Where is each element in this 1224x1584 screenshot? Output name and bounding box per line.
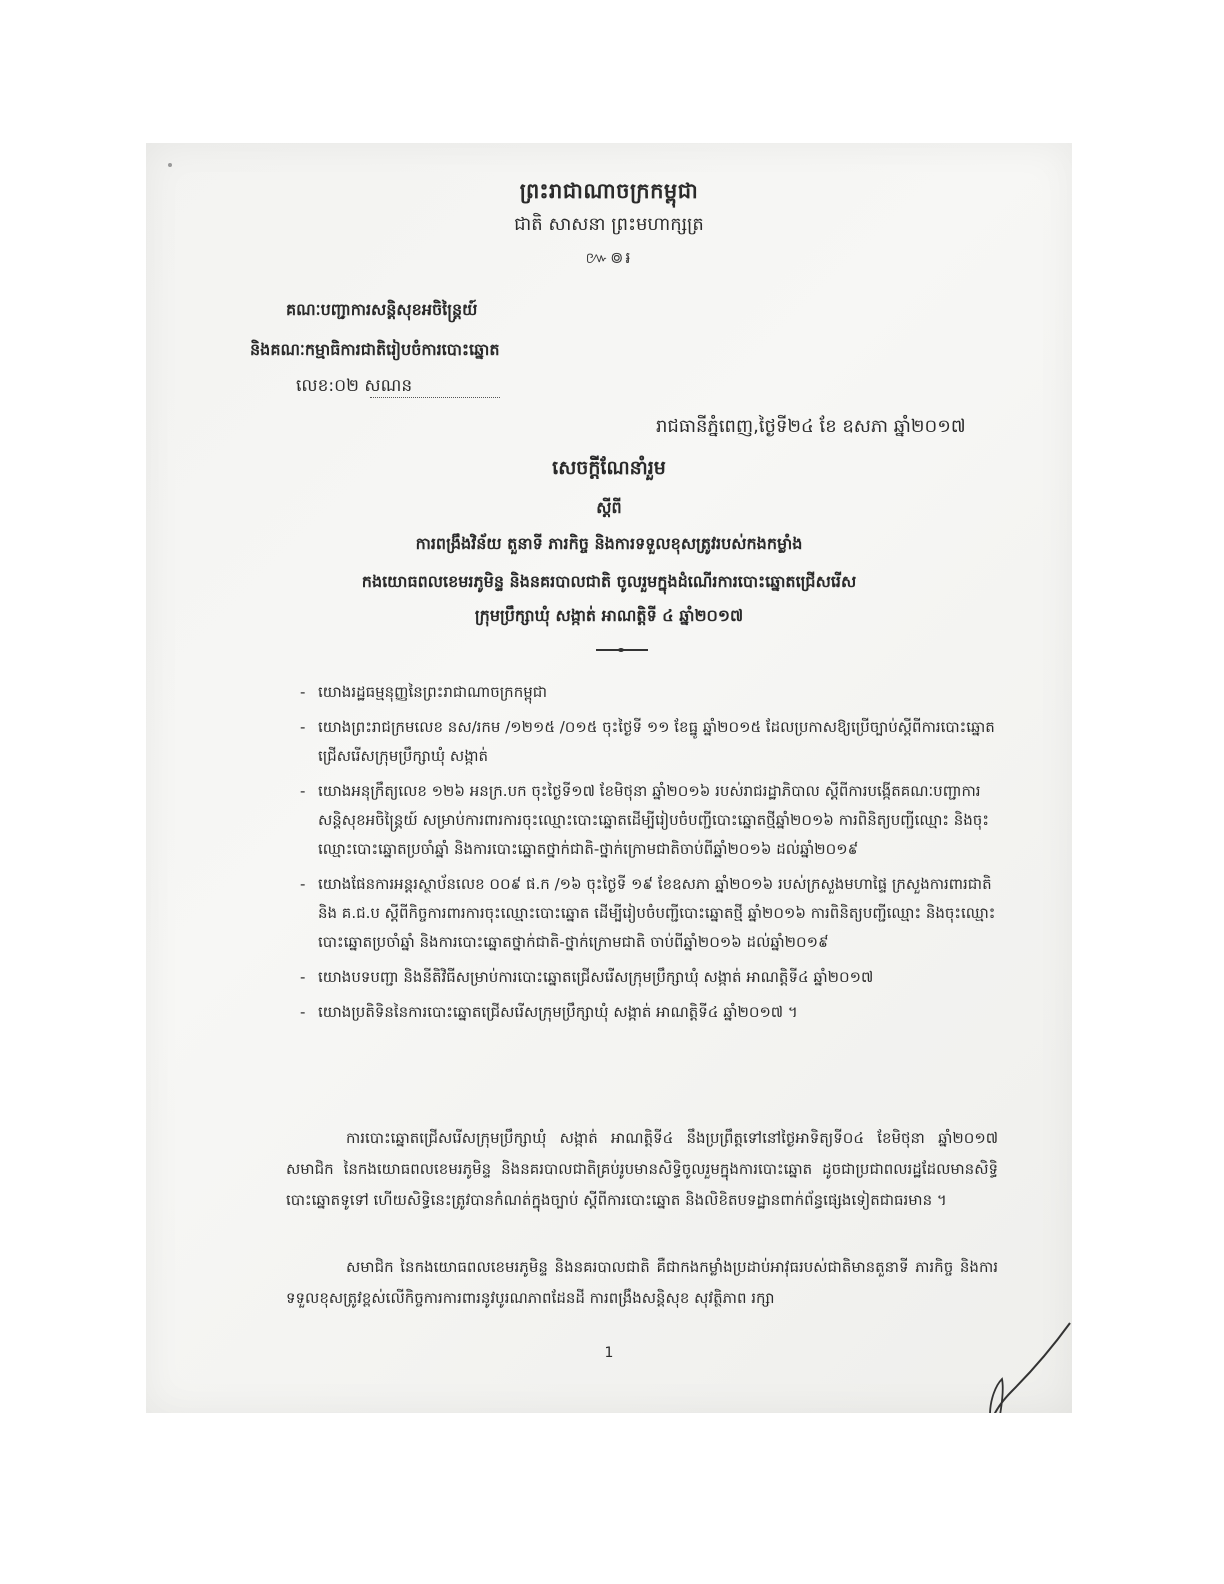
page-number: 1 bbox=[604, 1345, 614, 1361]
body-paragraph-2: សមាជិក នៃកងយោធពលខេមរភូមិន្ទ និងនគរបាលជាតិ គឺជាកងកម្លាំងប្រដាប់អាវុធរបស់ជាតិមានតួនាទី ភារកិច្ច និងការទទួលខុសត្រូវខ្ពស់លើកិច្ចការការពារនូវបូរណភាពដែនដី ការពង្រឹងសន្តិសុខ សុវត្ថិភាព រក្សា bbox=[286, 1258, 998, 1307]
list-item: - យោងព្រះរាជក្រមលេខ នស/រកម /១២១៥ /០១៥ ចុះថ្ងៃទី ១១ ខែធ្នូ ឆ្នាំ២០១៥ ដែលប្រកាសឱ្យប្រើច្បាប់ស្តីពីការបោះឆ្នោតជ្រើសរើសក្រុមប្រឹក្សាឃុំ សង្កាត់ bbox=[296, 713, 1001, 771]
list-item: - យោងបទបញ្ជា និងនីតិវិធីសម្រាប់ការបោះឆ្នោតជ្រើសរើសក្រុមប្រឹក្សាឃុំ សង្កាត់ អាណត្តិទី៤ ឆ្នាំ២០១៧ bbox=[296, 963, 1001, 992]
title-divider bbox=[596, 649, 648, 651]
list-item: - យោងប្រតិទិននៃការបោះឆ្នោតជ្រើសរើសក្រុមប្រឹក្សាឃុំ សង្កាត់ អាណត្តិទី៤ ឆ្នាំ២០១៧ ។ bbox=[296, 998, 1001, 1027]
list-item: - យោងអនុក្រឹត្យលេខ ១២៦ អនក្រ.បក ចុះថ្ងៃទី១៧ ខែមិថុនា ឆ្នាំ២០១៦ របស់រាជរដ្ឋាភិបាល ស្តីពីការបង្កើតគណៈបញ្ជាការសន្តិសុខអចិន្ត្រៃយ៍ សម្រាប់ការពារការចុះឈ្មោះបោះឆ្នោតដើម្បីរៀបចំបញ្ជីបោះឆ្នោតថ្មីឆ្នាំ២០១៦ ការពិនិត្យបញ្ជីឈ្មោះ និងចុះឈ្មោះបោះឆ្នោតប្រចាំឆ្នាំ និងការបោះឆ្នោតថ្នាក់ជាតិ-ថ្នាក់ក្រោមជាតិចាប់ពីឆ្នាំ២០១៦ ដល់ឆ្នាំ២០១៩ bbox=[296, 777, 1001, 864]
references-list bbox=[296, 678, 1001, 1033]
reference-dotted-line bbox=[370, 397, 500, 398]
list-item: - យោងរដ្ឋធម្មនុញ្ញនៃព្រះរាជាណាចក្រកម្ពុជា bbox=[296, 678, 1001, 707]
document-title: សេចក្តីណែនាំរួម bbox=[552, 457, 666, 479]
title-subject-line1: ការពង្រឹងវិន័យ តួនាទី ភារកិច្ច និងការទទួលខុសត្រូវរបស់កងកម្លាំង bbox=[415, 534, 803, 553]
title-subject-line2: កងយោធពលខេមរភូមិន្ទ និងនគរបាលជាតិ ចូលរួមក្នុងដំណើរការបោះឆ្នោតជ្រើសរើស bbox=[361, 572, 857, 591]
kingdom-heading: ព្រះរាជាណាចក្រកម្ពុជា bbox=[519, 179, 699, 203]
list-item: - យោងផែនការអន្តរស្ថាប័នលេខ ០០៩ ផ.ក /១៦ ចុះថ្ងៃទី ១៩ ខែឧសភា ឆ្នាំ២០១៦ របស់ក្រសួងមហាផ្ទៃ ក្រសួងការពារជាតិ និង គ.ជ.ប ស្តីពីកិច្ចការពារការចុះឈ្មោះបោះឆ្នោត ដើម្បីរៀបចំបញ្ជីបោះឆ្នោតថ្មី ឆ្នាំ២០១៦ ការពិនិត្យបញ្ជីឈ្មោះ និងចុះឈ្មោះបោះឆ្នោតប្រចាំឆ្នាំ និងការបោះឆ្នោតថ្នាក់ជាតិ-ថ្នាក់ក្រោមជាតិ ចាប់ពីឆ្នាំ២០១៦ ដល់ឆ្នាំ២០១៩ bbox=[296, 870, 1001, 957]
national-motto: ជាតិ សាសនា ព្រះមហាក្សត្រ bbox=[514, 214, 704, 235]
dust-speck bbox=[168, 163, 172, 167]
reference-number: លេខ:០២ សណន bbox=[296, 376, 413, 396]
title-about: ស្តីពី bbox=[596, 498, 622, 517]
date-line: រាជធានីភ្នំពេញ,ថ្ងៃទី២៤ ខែ ឧសភា ឆ្នាំ២០១៧ bbox=[656, 416, 966, 437]
body-paragraph-1: ការបោះឆ្នោតជ្រើសរើសក្រុមប្រឹក្សាឃុំ សង្កាត់ អាណត្តិទី៤ នឹងប្រព្រឹត្តទៅនៅថ្ងៃអាទិត្យទី០៤ ខែមិថុនា ឆ្នាំ២០១៧ សមាជិក នៃកងយោធពលខេមរភូមិន្ទ និងនគរបាលជាតិគ្រប់រូបមានសិទ្ធិចូលរួមក្នុងការបោះឆ្នោត ដូចជាប្រជាពលរដ្ឋដែលមានសិទ្ធិបោះឆ្នោតទូទៅ ហើយសិទ្ធិនេះត្រូវបានកំណត់ក្នុងច្បាប់ ស្តីពីការបោះឆ្នោត និងលិខិតបទដ្ឋានពាក់ព័ន្ធផ្សេងទៀតជាធរមាន ។ bbox=[286, 1129, 998, 1209]
sender-org-line2: និងគណៈកម្មាធិការជាតិរៀបចំការបោះឆ្នោត bbox=[250, 340, 500, 359]
title-subject-line3: ក្រុមប្រឹក្សាឃុំ សង្កាត់ អាណត្តិទី ៤ ឆ្នាំ២០១៧ bbox=[474, 606, 744, 625]
document-photo bbox=[146, 143, 1072, 1413]
signature-mark bbox=[984, 1319, 1072, 1413]
sender-org-line1: គណៈបញ្ជាការសន្តិសុខអចិន្ត្រៃយ៍ bbox=[286, 300, 478, 319]
ornament-divider: ៚៙៛ bbox=[585, 248, 633, 267]
